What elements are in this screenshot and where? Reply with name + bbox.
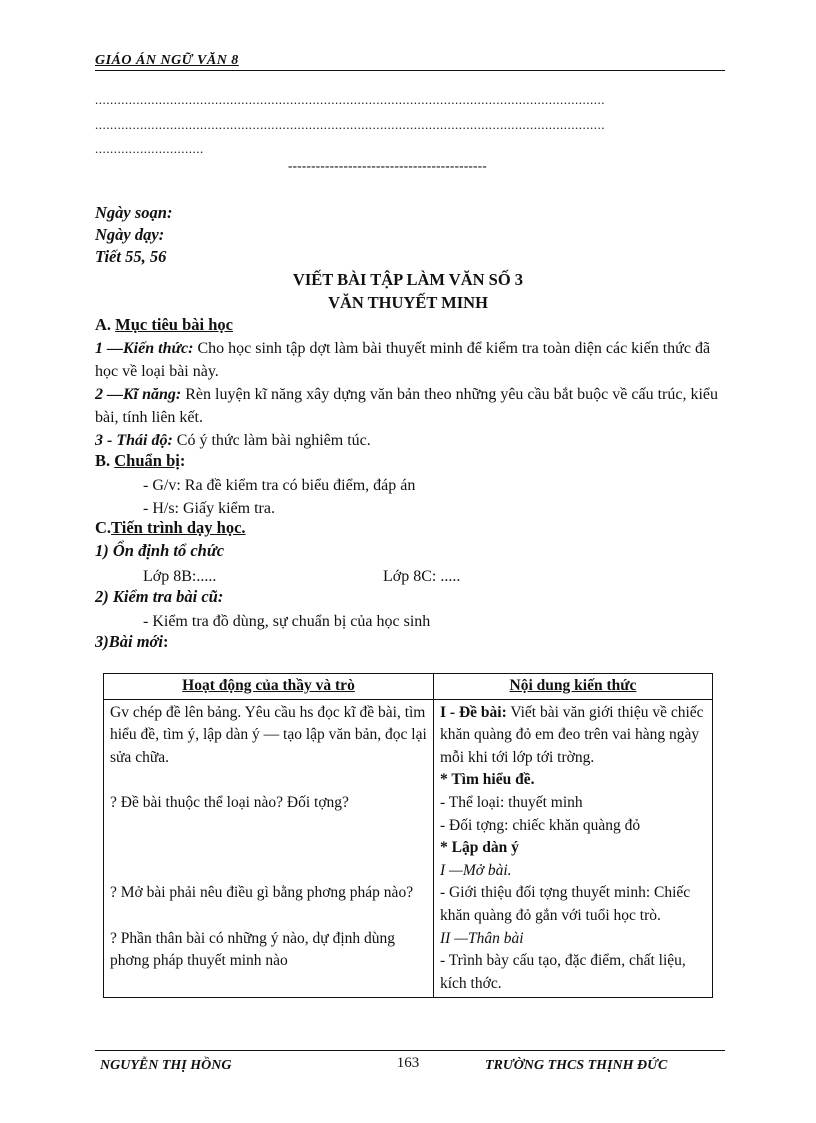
mo-bai-text: - Giới thiệu đối tợng thuyết minh: Chiếc khăn quàng đỏ gắn với tuổi học trò. [440, 884, 691, 924]
tiet: Tiết 55, 56 [95, 247, 167, 266]
lesson-table [103, 673, 713, 998]
lesson-table-wrapper [100, 670, 716, 1043]
ngay-day: Ngày dạy: [95, 225, 165, 244]
footer-school: TRƯỜNG THCS THỊNH ĐỨC [485, 1058, 668, 1073]
page-title: VIẾT BÀI TẬP LÀM VĂN SỐ 3 [292, 270, 524, 289]
prep-teacher: - G/v: Ra đề kiểm tra có biểu điểm, đáp án [143, 477, 416, 494]
dotted-line-2: ........................................................................................................................................ [95, 117, 605, 132]
than-bai-text: - Trình bày cấu tạo, đặc điểm, chất liệu, kích thớc. [440, 952, 686, 992]
section-c-heading: C.Tiến trình dạy học. [95, 518, 246, 537]
dotted-line-1: ........................................................................................................................................ [95, 92, 605, 107]
ngay-soan: Ngày soạn: [95, 203, 173, 222]
header-rule [95, 70, 725, 71]
class-8b: Lớp 8B:..... [143, 568, 217, 585]
section-b-heading: B. Chuẩn bị: [95, 451, 186, 470]
prep-student: - H/s: Giấy kiểm tra. [143, 500, 275, 517]
doi-tuong: - Đối tợng: chiếc khăn quàng đỏ [440, 816, 641, 834]
de-bai: I - Đề bài: Viết bài văn giới thiệu về chiếc khăn quàng đỏ em đeo trên vai hàng ngày mỗi khi tới lớp tới trờng. [440, 703, 704, 766]
activity-instruction: Gv chép đề lên bảng. Yêu cầu hs đọc kĩ đề bài, tìm hiểu đề, tìm ý, lập dàn ý — tạo lập văn bản, đọc lại sửa chữa. [110, 703, 427, 766]
check-item: - Kiểm tra đồ dùng, sự chuẩn bị của học sinh [143, 613, 431, 630]
than-bai-heading: II —Thân bài [440, 929, 524, 947]
header-title: GIÁO ÁN NGỮ VĂN 8 [95, 53, 239, 68]
footer-author: NGUYỄN THỊ HỒNG [100, 1058, 232, 1073]
content-cell [434, 699, 713, 998]
page-number: 163 [396, 1055, 420, 1071]
tim-hieu-de: * Tìm hiểu đề. [440, 771, 535, 789]
section-a-heading: A. Mục tiêu bài học [95, 315, 233, 334]
page-subtitle: VĂN THUYẾT MINH [328, 293, 488, 312]
mo-bai-heading: I —Mở bài. [440, 861, 512, 879]
dotted-line-3: ............................. [95, 141, 204, 156]
section-c-sub1: 1) Ổn định tổ chức [95, 541, 225, 560]
col-header-activities: Hoạt động của thầy và trò [104, 674, 434, 700]
table-row [104, 699, 713, 998]
objective-knowledge: 1 —Kiến thức: Cho học sinh tập dợt làm bài thuyết minh để kiểm tra toàn diện các kiến thức đã học về loại bài này. [95, 340, 711, 380]
lap-dan-y: * Lập dàn ý [440, 839, 519, 857]
activity-question-3: ? Phần thân bài có những ý nào, dự định dùng phơng pháp thuyết minh nào [110, 929, 395, 970]
footer-rule [95, 1050, 725, 1051]
class-8c: Lớp 8C: ..... [383, 568, 461, 585]
section-c-sub2: 2) Kiểm tra bài cũ: [95, 587, 224, 606]
the-loai: - Thể loại: thuyết minh [440, 793, 583, 811]
activity-question-2: ? Mở bài phải nêu điều gì bằng phơng pháp nào? [110, 884, 414, 902]
col-header-content: Nội dung kiến thức [434, 674, 713, 700]
activities-cell [104, 699, 434, 998]
objective-attitude: 3 - Thái độ: Có ý thức làm bài nghiêm túc. [95, 432, 371, 449]
activity-question-1: ? Đề bài thuộc thể loại nào? Đối tợng? [110, 793, 349, 811]
separator: ------------------------------------------- [288, 158, 488, 173]
section-c-sub3: 3)Bài mới: [95, 632, 169, 651]
objective-skill: 2 —Kĩ năng: Rèn luyện kĩ năng xây dựng văn bản theo những yêu cầu bắt buộc về cấu trúc, kiểu bài, tính liên kết. [95, 386, 718, 426]
